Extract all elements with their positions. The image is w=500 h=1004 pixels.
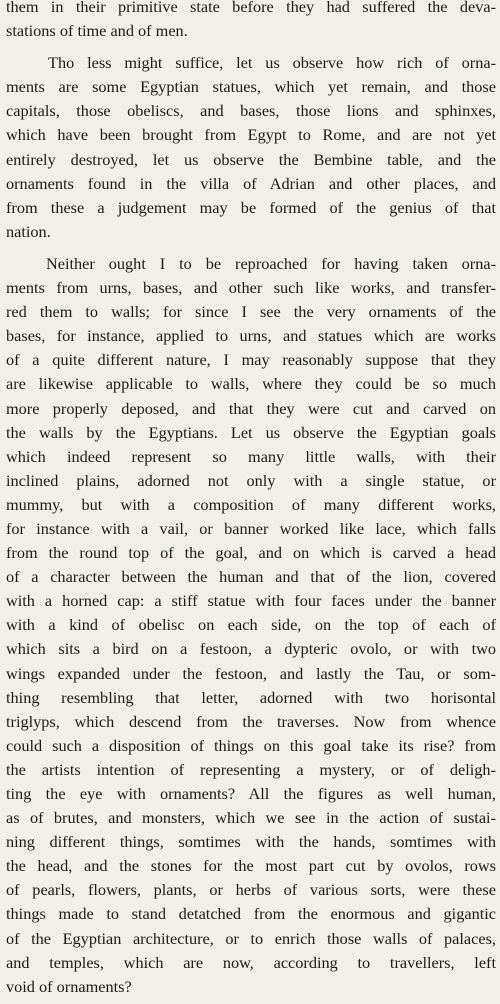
text-line: the artists intention of representing a mystery, or of deligh- bbox=[6, 759, 496, 779]
text-line: void of ornaments? bbox=[6, 976, 132, 996]
text-line: ning different things, somtimes with the hands, somtimes with bbox=[6, 832, 496, 852]
text-line: entirely destroyed, let us observe the Bembine table, and the bbox=[6, 149, 496, 169]
text-line: which indeed represent so many little walls, with their bbox=[6, 446, 496, 466]
text-line: Tho less might suffice, let us observe how rich of orna- bbox=[48, 53, 496, 73]
text-line: bases, for instance, applied to urns, and statues which are works bbox=[6, 326, 496, 346]
text-line: triglyps, which descend from the traverses. Now from whence bbox=[6, 711, 496, 731]
text-line: as of brutes, and monsters, which we see in the action of sustai- bbox=[6, 808, 496, 828]
text-line: ments from urns, bases, and other such like works, and transfer- bbox=[6, 278, 496, 298]
text-line: ments are some Egyptian statues, which yet remain, and those bbox=[6, 77, 496, 97]
text-line: with a horned cap: a stiff statue with four faces under the banner bbox=[6, 591, 496, 611]
text-line: from the round top of the goal, and on which is carved a head bbox=[6, 543, 496, 563]
text-line: nation. bbox=[6, 221, 51, 241]
text-line: ornaments found in the villa of Adrian and other places, and bbox=[6, 173, 496, 193]
text-line: the head, and the stones for the most part cut by ovolos, rows bbox=[6, 856, 496, 876]
text-line: of pearls, flowers, plants, or herbs of various sorts, were these bbox=[6, 880, 496, 900]
text-line: thing resembling that letter, adorned with two horisontal bbox=[6, 687, 496, 707]
text-line: red them to walls; for since I see the very ornaments of the bbox=[6, 302, 496, 322]
text-line: of a character between the human and that of the lion, covered bbox=[6, 567, 496, 587]
text-line: could such a disposition of things on this goal take its rise? from bbox=[6, 735, 496, 755]
text-line: of the Egyptian architecture, or to enrich those walls of palaces, bbox=[6, 928, 496, 948]
text-line: wings expanded under the festoon, and lastly the Tau, or som- bbox=[6, 663, 496, 683]
text-line: ting the eye with ornaments? All the figures as well human, bbox=[6, 784, 496, 803]
text-line: things made to stand detatched from the enormous and gigantic bbox=[6, 904, 496, 924]
text-line: inclined plains, adorned not only with a single statue, or bbox=[6, 470, 496, 490]
text-line: Neither ought I to be reproached for having taken orna- bbox=[46, 253, 496, 273]
text-line: for instance with a vail, or banner worked like lace, which falls bbox=[6, 518, 496, 538]
text-line: are likewise applicable to walls, where they could be so much bbox=[6, 374, 496, 394]
text-line: more properly deposed, and that they were cut and carved on bbox=[6, 398, 496, 418]
text-line: and temples, which are now, according to travellers, left bbox=[6, 952, 496, 972]
text-line: of a quite different nature, I may reasonably suppose that they bbox=[6, 350, 496, 370]
text-line: the walls by the Egyptians. Let us observe the Egyptian goals bbox=[6, 422, 496, 442]
text-line: stations of time and of men. bbox=[6, 21, 188, 41]
text-line: from these a judgement may be formed of the genius of that bbox=[6, 197, 496, 217]
text-line: them in their primitive state before they had suffered the deva- bbox=[6, 0, 496, 16]
text-line: which have been brought from Egypt to Rome, and are not yet bbox=[6, 125, 496, 145]
text-line: with a kind of obelisc on each side, on the top of each of bbox=[6, 615, 496, 635]
text-line: which sits a bird on a festoon, a dypteric ovolo, or with two bbox=[6, 639, 496, 659]
text-line: capitals, those obeliscs, and bases, those lions and sphinxes, bbox=[6, 101, 496, 121]
text-line: mummy, but with a composition of many different works, bbox=[6, 494, 496, 514]
